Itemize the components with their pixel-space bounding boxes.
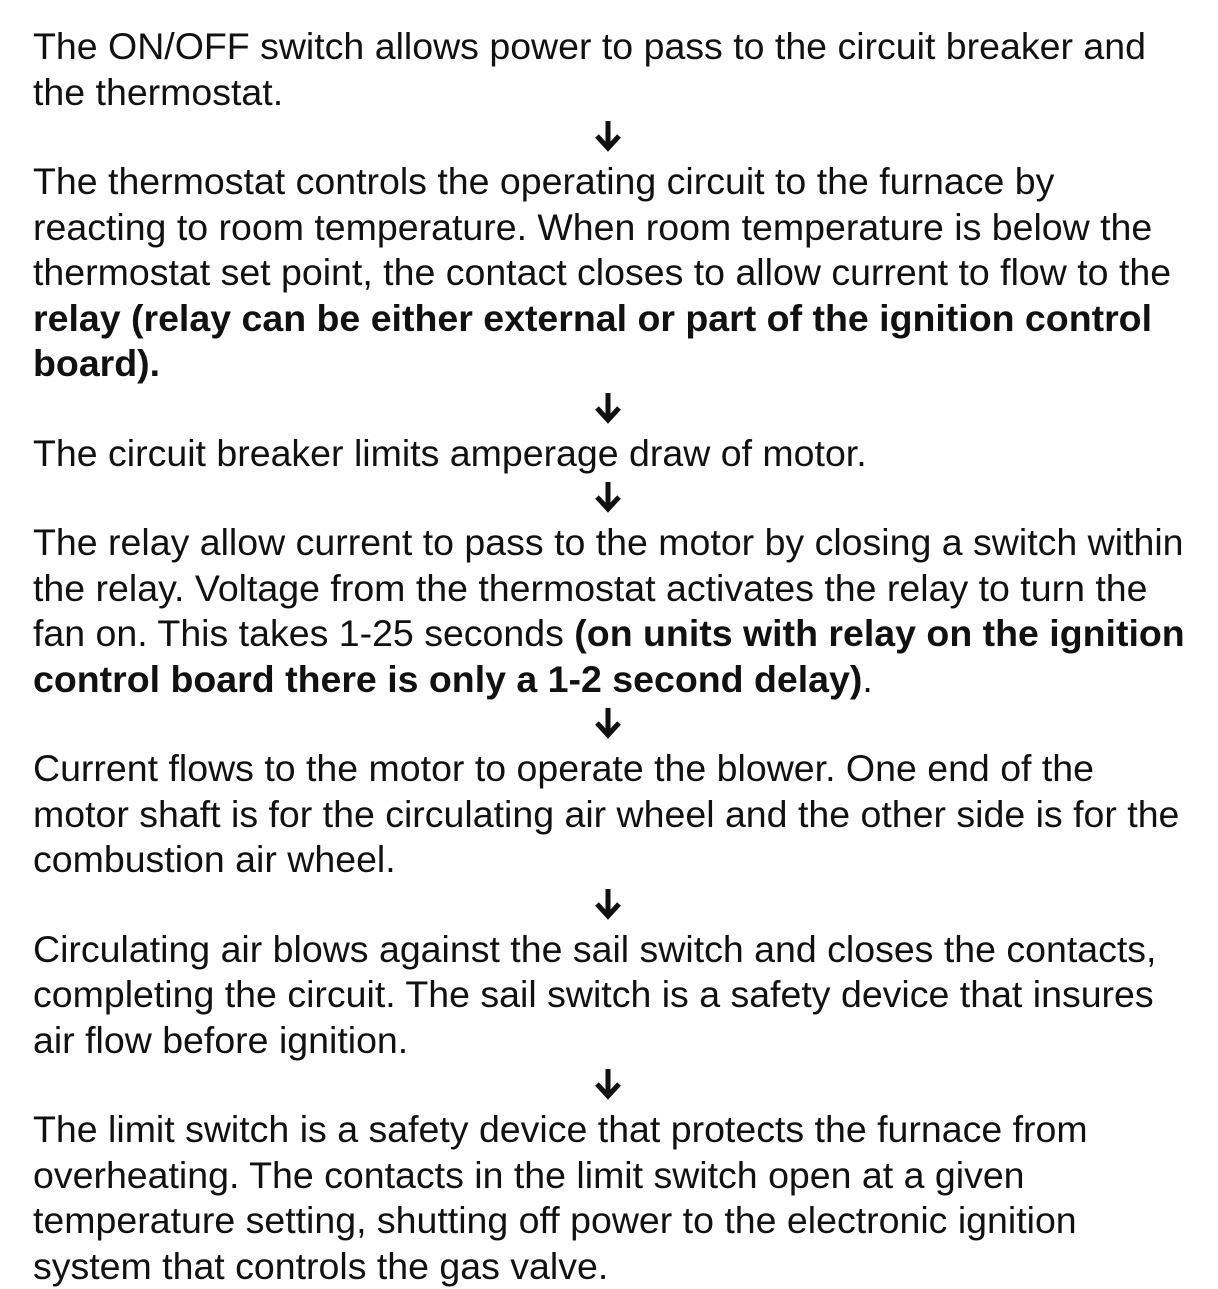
arrow-down-icon xyxy=(593,706,623,740)
step-1-text: The ON/OFF switch allows power to pass to the circuit breaker and the thermostat. xyxy=(33,25,1146,113)
step-4 xyxy=(33,520,1193,702)
arrow-down-icon xyxy=(593,1067,623,1101)
step-2-text: The thermostat controls the operating circuit to the furnace by reacting to room temperature. When room temperature is below the thermostat set point, the contact closes to allow current to flow to the xyxy=(33,160,1172,293)
flow-arrow-3 xyxy=(33,476,1193,520)
arrow-down-icon xyxy=(593,480,623,514)
step-1 xyxy=(33,24,1193,115)
step-4-after: . xyxy=(862,657,873,700)
step-6-text: Circulating air blows against the sail switch and closes the contacts, completing the circuit. The sail switch is a safety device that insures air flow before ignition. xyxy=(33,927,1157,1061)
step-6 xyxy=(33,927,1193,1064)
step-4-bold: (on units with relay on the ignition control board there is only a 1-2 second delay) xyxy=(33,612,1185,700)
step-3-text: The circuit breaker limits amperage draw of motor. xyxy=(33,431,867,474)
step-2-bold: relay (relay can be either external or part of the ignition control board). xyxy=(33,296,1153,384)
step-2 xyxy=(33,159,1193,387)
arrow-down-icon xyxy=(593,391,623,425)
arrow-down-icon xyxy=(593,887,623,921)
arrow-down-icon xyxy=(593,119,623,153)
flow-arrow-6 xyxy=(33,1063,1193,1107)
step-4-text: The relay allow current to pass to the motor by closing a switch within the relay. Voltage from the thermostat activates the relay to turn the fan on. This takes 1-25 seconds xyxy=(33,521,1184,654)
flow-arrow-5 xyxy=(33,883,1193,927)
flow-arrow-2 xyxy=(33,387,1193,431)
step-7 xyxy=(33,1107,1193,1289)
step-5 xyxy=(33,746,1193,883)
flow-arrow-4 xyxy=(33,702,1193,746)
flow-document xyxy=(33,24,1193,1289)
step-5-text: Current flows to the motor to operate the blower. One end of the motor shaft is for the circulating air wheel and the other side is for the combustion air wheel. xyxy=(33,747,1180,880)
step-7-text: The limit switch is a safety device that protects the furnace from overheating. The contacts in the limit switch open at a given temperature setting, shutting off power to the electronic ignition system that controls the gas valve. xyxy=(33,1108,1088,1287)
step-3 xyxy=(33,431,1193,477)
flow-arrow-1 xyxy=(33,115,1193,159)
